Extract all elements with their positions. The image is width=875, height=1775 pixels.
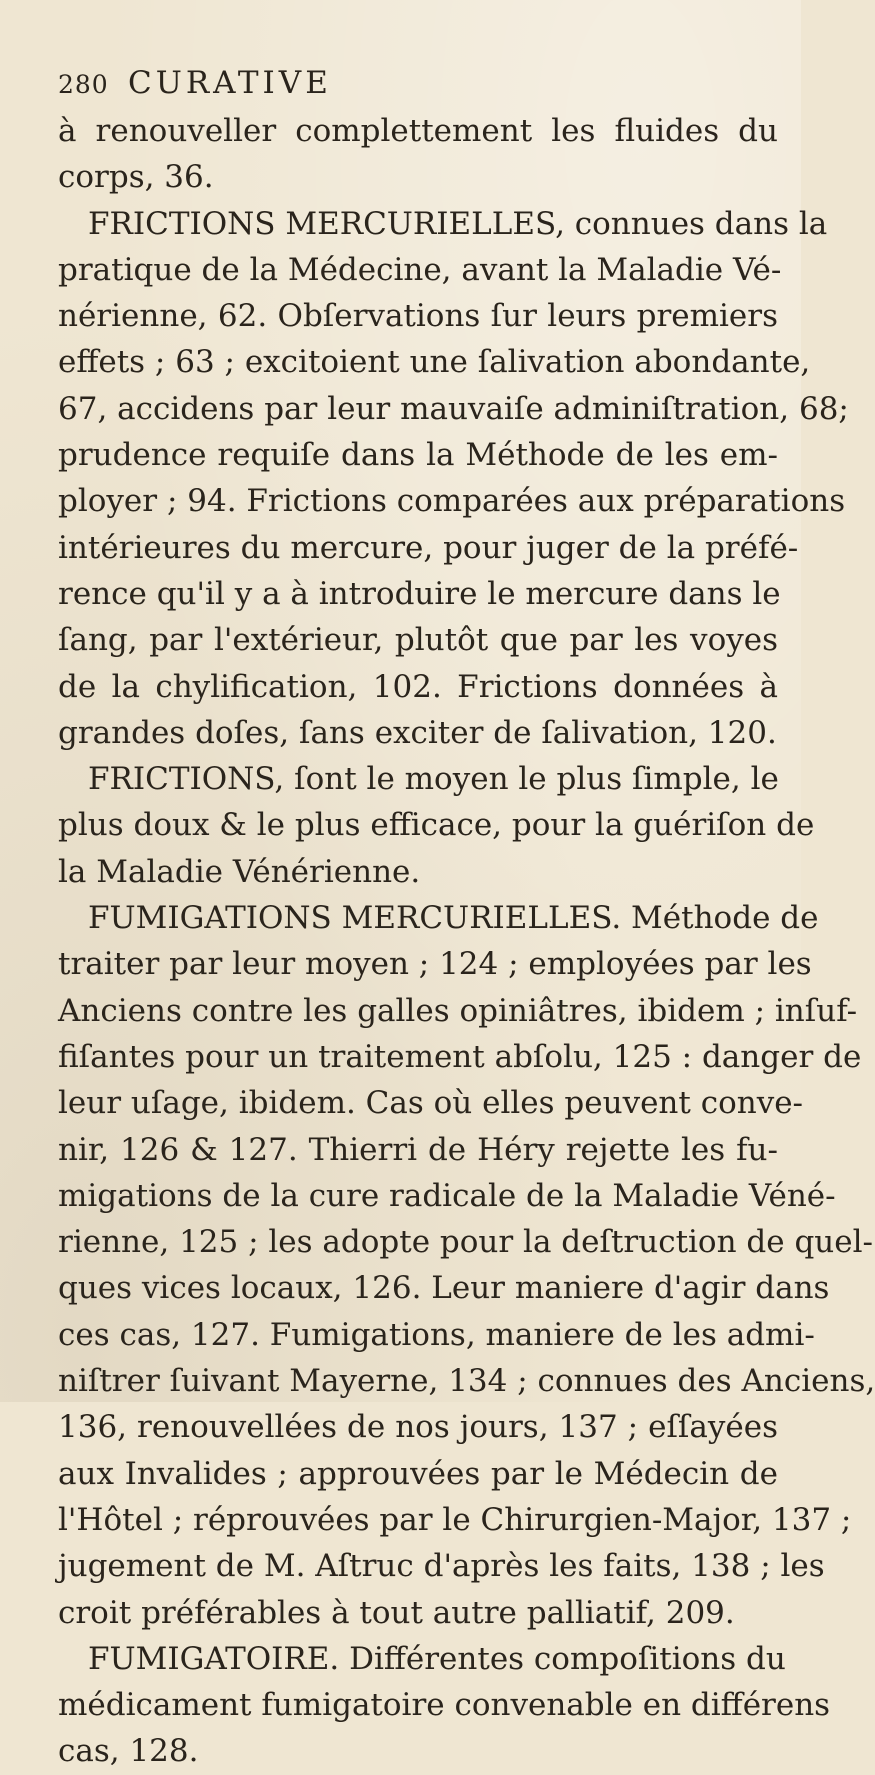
text-line: nérienne, 62. Obſervations ſur leurs premiers xyxy=(58,298,778,335)
text-line: intérieures du mercure, pour juger de la préfé- xyxy=(58,529,799,566)
text-line: de la chylification, 102. Frictions données à xyxy=(58,668,778,705)
text-line: grandes doſes, ſans exciter de ſalivation, 120. xyxy=(58,714,777,751)
text-line: prudence requiſe dans la Méthode de les em- xyxy=(58,437,778,474)
index-entry-fumigations-mercurielles xyxy=(58,895,875,1636)
text-line: cas, 128. xyxy=(58,1733,199,1770)
text-line: effets ; 63 ; excitoient une ſalivation abondante, xyxy=(58,344,811,381)
text-line: à renouveller complettement les fluides du xyxy=(58,113,778,149)
page-number: 280 xyxy=(58,70,109,99)
text-line: niſtrer ſuivant Mayerne, 134 ; connues des Anciens, xyxy=(58,1363,875,1400)
text-line: rence qu'il y a à introduire le mercure dans le xyxy=(58,575,781,612)
index-entry-frictions xyxy=(58,756,815,895)
index-entry-frictions-mercurielles xyxy=(58,201,849,757)
text-line: FRICTIONS MERCURIELLES, connues dans la xyxy=(88,205,828,242)
text-line: FUMIGATOIRE. Différentes compoſitions du xyxy=(88,1640,786,1677)
text-line: la Maladie Vénérienne. xyxy=(58,853,421,890)
text-line: 67, accidens par leur mauvaiſe adminiſtration, 68; xyxy=(58,390,849,427)
text-line: Anciens contre les galles opiniâtres, ibidem ; inſuf- xyxy=(58,992,858,1029)
running-title: CURATIVE xyxy=(128,65,332,101)
text-line: migations de la cure radicale de la Maladie Véné- xyxy=(58,1177,836,1214)
text-line: pratique de la Médecine, avant la Maladie Vé- xyxy=(58,251,782,288)
text-line: FUMIGATIONS MERCURIELLES. Méthode de xyxy=(88,900,819,937)
text-line: croit préférables à tout autre palliatif, 209. xyxy=(58,1594,735,1631)
text-line: nir, 126 & 127. Thierri de Héry rejette les fu- xyxy=(58,1131,778,1168)
text-line: ces cas, 127. Fumigations, maniere de les admi- xyxy=(58,1316,815,1353)
paragraph-continuation xyxy=(58,108,778,201)
text-line: corps, 36. xyxy=(58,159,214,196)
index-entry-fumigatoire xyxy=(58,1636,831,1775)
page-text xyxy=(58,60,875,1775)
text-line: aux Invalides ; approuvées par le Médecin de xyxy=(58,1455,778,1492)
text-line: fiſantes pour un traitement abſolu, 125 : danger de xyxy=(58,1038,862,1075)
text-line: l'Hôtel ; réprouvées par le Chirurgien-Major, 137 ; xyxy=(58,1501,852,1538)
text-line: traiter par leur moyen ; 124 ; employées par les xyxy=(58,946,812,983)
running-head xyxy=(58,60,778,108)
text-line: ſang, par l'extérieur, plutôt que par les voyes xyxy=(58,622,778,659)
text-line: jugement de M. Aſtruc d'après les faits, 138 ; les xyxy=(58,1548,825,1585)
text-line: médicament fumigatoire convenable en différens xyxy=(58,1687,831,1724)
text-line: FRICTIONS, ſont le moyen le plus ſimple, le xyxy=(88,761,779,798)
text-line: ques vices locaux, 126. Leur maniere d'agir dans xyxy=(58,1270,830,1307)
text-line: 136, renouvellées de nos jours, 137 ; eſſayées xyxy=(58,1409,778,1446)
text-line: ployer ; 94. Frictions comparées aux préparations xyxy=(58,483,846,520)
text-line: leur uſage, ibidem. Cas où elles peuvent conve- xyxy=(58,1085,804,1122)
text-line: plus doux & le plus efficace, pour la guériſon de xyxy=(58,807,815,844)
text-line: rienne, 125 ; les adopte pour la deſtruction de quel- xyxy=(58,1224,874,1261)
